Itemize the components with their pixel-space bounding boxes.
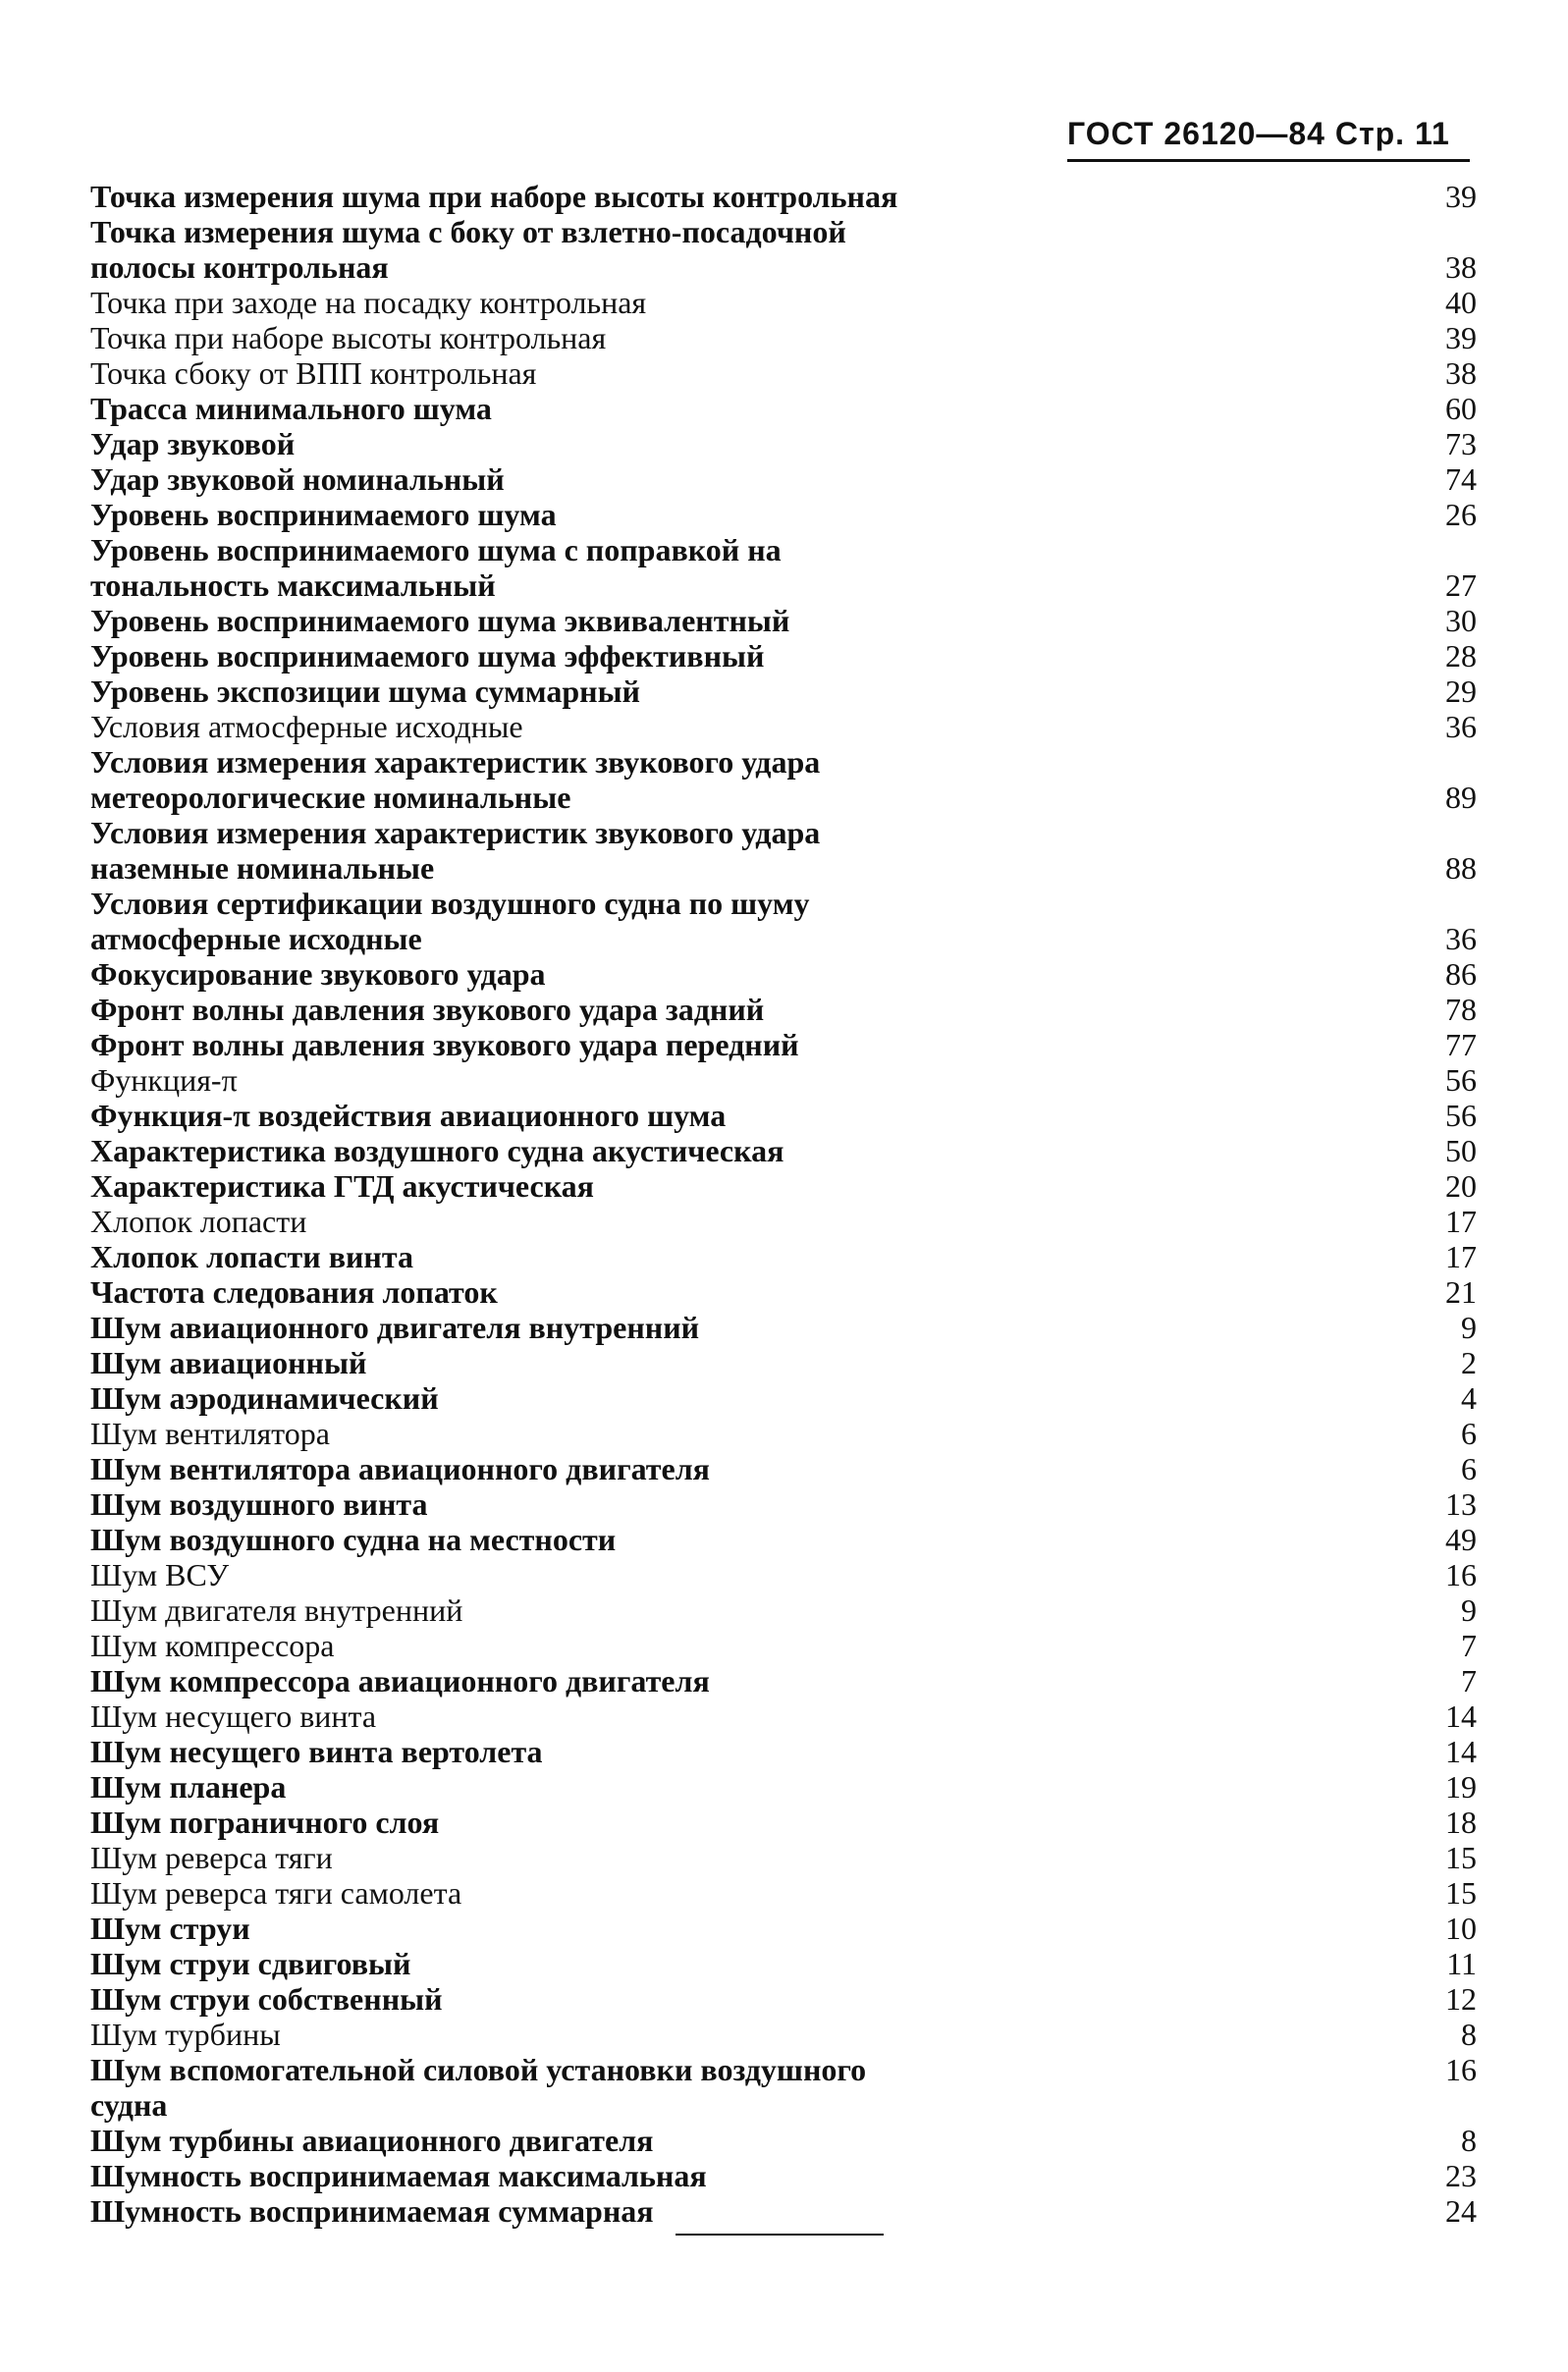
entry-term-line: Шум реверса тяги самолета [90,1875,462,1911]
entry-page-number: 38 [1445,355,1477,391]
entry-term-line: Шум воздушного винта [90,1486,428,1522]
entry-page-number: 89 [1445,780,1477,815]
entry-term-line: судна [90,2087,168,2123]
index-entry [90,886,1477,956]
index-entry [90,744,1477,815]
entry-page-number: 56 [1445,1062,1477,1098]
entry-page-number: 17 [1445,1204,1477,1239]
entry-term-line: Точка измерения шума при наборе высоты контрольная [90,179,898,214]
entry-page-number: 16 [1445,2052,1477,2087]
index-entry [90,1769,1477,1805]
entry-page-number: 15 [1445,1840,1477,1875]
index-entry [90,1345,1477,1380]
entry-page-number: 9 [1461,1592,1477,1628]
entry-term-line: Уровень воспринимаемого шума эффективный [90,638,765,674]
index-entry [90,1911,1477,1946]
entry-term-line: Фокусирование звукового удара [90,956,546,992]
entry-page-number: 20 [1445,1168,1477,1204]
entry-term-line: Точка сбоку от ВПП контрольная [90,355,537,391]
entry-term-line: Фронт волны давления звукового удара передний [90,1027,799,1062]
entry-page-number: 38 [1445,249,1477,285]
entry-term-line: Уровень экспозиции шума суммарный [90,674,640,709]
index-entry [90,674,1477,709]
entry-term-line: Функция-π воздействия авиационного шума [90,1098,727,1133]
entry-page-number: 78 [1445,992,1477,1027]
entry-term-line: Точка при заходе на посадку контрольная [90,285,647,320]
entry-page-number: 10 [1445,1911,1477,1946]
index-entry [90,1734,1477,1769]
index-entry [90,1698,1477,1734]
entry-term-line: Точка измерения шума с боку от взлетно-посадочной [90,214,846,249]
entry-page-number: 74 [1445,461,1477,497]
entry-page-number: 40 [1445,285,1477,320]
entry-page-number: 2 [1461,1345,1477,1380]
index-entry [90,1098,1477,1133]
index-entry [90,497,1477,532]
index-entry [90,2158,1477,2193]
entry-page-number: 23 [1445,2158,1477,2193]
index-entry [90,1380,1477,1416]
index-entry [90,179,1477,214]
index-entry [90,1805,1477,1840]
entry-term-line: Шумность воспринимаемая максимальная [90,2158,707,2193]
entry-term-line: Функция-π [90,1062,238,1098]
entry-term-line: Шум несущего винта [90,1698,377,1734]
index-entry [90,2017,1477,2052]
entry-page-number: 8 [1461,2017,1477,2052]
index-entry [90,1981,1477,2017]
index-entry [90,815,1477,886]
entry-term-line: Шум вспомогательной силовой установки воздушного [90,2052,867,2087]
index-entry [90,956,1477,992]
entry-term-line: Шум воздушного судна на местности [90,1522,617,1557]
index-entry [90,1274,1477,1310]
entry-term-line: Удар звуковой [90,426,296,461]
entry-term-line: Условия измерения характеристик звукового удара [90,744,821,780]
index-entry [90,603,1477,638]
entry-page-number: 39 [1445,179,1477,214]
index-entry [90,426,1477,461]
entry-page-number: 39 [1445,320,1477,355]
entry-term-line: Хлопок лопасти [90,1204,307,1239]
entry-term-line: Шум компрессора [90,1628,335,1663]
entry-term-line: Характеристика воздушного судна акустическая [90,1133,784,1168]
entry-page-number: 36 [1445,921,1477,956]
index-entry [90,1840,1477,1875]
entry-term-line: Шум несущего винта вертолета [90,1734,543,1769]
index-entry [90,320,1477,355]
entry-term-line: Условия сертификации воздушного судна по шуму [90,886,810,921]
index-entry [90,1875,1477,1911]
index-entry [90,1310,1477,1345]
entry-page-number: 73 [1445,426,1477,461]
entry-term-line: Характеристика ГТД акустическая [90,1168,594,1204]
entry-term-line: Уровень воспринимаемого шума с поправкой на [90,532,782,567]
index-list [90,179,1477,2229]
index-entry [90,1239,1477,1274]
entry-page-number: 18 [1445,1805,1477,1840]
header-rule [1067,159,1470,162]
entry-page-number: 50 [1445,1133,1477,1168]
entry-term-line: наземные номинальные [90,850,435,886]
entry-page-number: 30 [1445,603,1477,638]
entry-page-number: 13 [1445,1486,1477,1522]
entry-page-number: 19 [1445,1769,1477,1805]
entry-term-line: Шум турбины авиационного двигателя [90,2123,654,2158]
entry-page-number: 56 [1445,1098,1477,1133]
index-entry [90,1062,1477,1098]
entry-page-number: 6 [1461,1451,1477,1486]
entry-page-number: 8 [1461,2123,1477,2158]
index-entry [90,1486,1477,1522]
index-entry [90,1592,1477,1628]
entry-page-number: 14 [1445,1734,1477,1769]
entry-term-line: Шум струи сдвиговый [90,1946,411,1981]
entry-term-line: Уровень воспринимаемого шума эквивалентный [90,603,790,638]
index-entry [90,2052,1477,2123]
index-entry [90,1628,1477,1663]
index-entry [90,1522,1477,1557]
entry-page-number: 24 [1445,2193,1477,2229]
entry-term-line: Шум струи собственный [90,1981,443,2017]
index-entry [90,391,1477,426]
entry-page-number: 7 [1461,1663,1477,1698]
index-entry [90,1946,1477,1981]
index-entry [90,1557,1477,1592]
index-entry [90,214,1477,285]
entry-page-number: 6 [1461,1416,1477,1451]
entry-term-line: атмосферные исходные [90,921,422,956]
index-entry [90,355,1477,391]
entry-page-number: 15 [1445,1875,1477,1911]
entry-term-line: Трасса минимального шума [90,391,492,426]
index-entry [90,638,1477,674]
entry-page-number: 29 [1445,674,1477,709]
entry-page-number: 21 [1445,1274,1477,1310]
entry-term-line: Точка при наборе высоты контрольная [90,320,607,355]
index-entry [90,2193,1477,2229]
entry-term-line: Шум струи [90,1911,250,1946]
index-entry [90,1204,1477,1239]
entry-page-number: 16 [1445,1557,1477,1592]
entry-page-number: 77 [1445,1027,1477,1062]
entry-term-line: Шум вентилятора авиационного двигателя [90,1451,710,1486]
entry-term-line: Хлопок лопасти винта [90,1239,413,1274]
index-entry [90,1027,1477,1062]
entry-term-line: Шум реверса тяги [90,1840,333,1875]
page-header: ГОСТ 26120—84 Стр. 11 [1067,116,1450,151]
index-entry [90,461,1477,497]
entry-page-number: 88 [1445,850,1477,886]
entry-term-line: Шум планера [90,1769,287,1805]
entry-page-number: 49 [1445,1522,1477,1557]
index-entry [90,709,1477,744]
entry-term-line: Шум ВСУ [90,1557,230,1592]
index-entry [90,1168,1477,1204]
entry-term-line: Шум вентилятора [90,1416,330,1451]
entry-page-number: 60 [1445,391,1477,426]
entry-page-number: 17 [1445,1239,1477,1274]
index-entry [90,1133,1477,1168]
entry-page-number: 28 [1445,638,1477,674]
entry-term-line: тональность максимальный [90,567,496,603]
entry-page-number: 11 [1446,1946,1477,1981]
entry-term-line: Шум аэродинамический [90,1380,439,1416]
entry-page-number: 27 [1445,567,1477,603]
index-entry [90,1663,1477,1698]
entry-term-line: Условия измерения характеристик звукового удара [90,815,821,850]
entry-term-line: Шум авиационный [90,1345,367,1380]
entry-term-line: Шум двигателя внутренний [90,1592,463,1628]
entry-term-line: Частота следования лопаток [90,1274,498,1310]
entry-page-number: 26 [1445,497,1477,532]
entry-term-line: Шум компрессора авиационного двигателя [90,1663,710,1698]
entry-term-line: Условия атмосферные исходные [90,709,523,744]
entry-page-number: 36 [1445,709,1477,744]
entry-term-line: метеорологические номинальные [90,780,571,815]
entry-page-number: 7 [1461,1628,1477,1663]
entry-page-number: 9 [1461,1310,1477,1345]
index-entry [90,1416,1477,1451]
entry-term-line: Шум авиационного двигателя внутренний [90,1310,700,1345]
entry-page-number: 12 [1445,1981,1477,2017]
entry-term-line: Уровень воспринимаемого шума [90,497,557,532]
entry-term-line: полосы контрольная [90,249,389,285]
entry-page-number: 86 [1445,956,1477,992]
entry-term-line: Шум пограничного слоя [90,1805,440,1840]
index-entry [90,285,1477,320]
index-entry [90,532,1477,603]
entry-page-number: 14 [1445,1698,1477,1734]
entry-page-number: 4 [1461,1380,1477,1416]
entry-term-line: Удар звуковой номинальный [90,461,505,497]
index-entry [90,2123,1477,2158]
entry-term-line: Шум турбины [90,2017,281,2052]
entry-term-line: Шумность воспринимаемая суммарная [90,2193,654,2229]
index-entry [90,1451,1477,1486]
index-entry [90,992,1477,1027]
end-rule [676,2234,884,2236]
entry-term-line: Фронт волны давления звукового удара задний [90,992,765,1027]
